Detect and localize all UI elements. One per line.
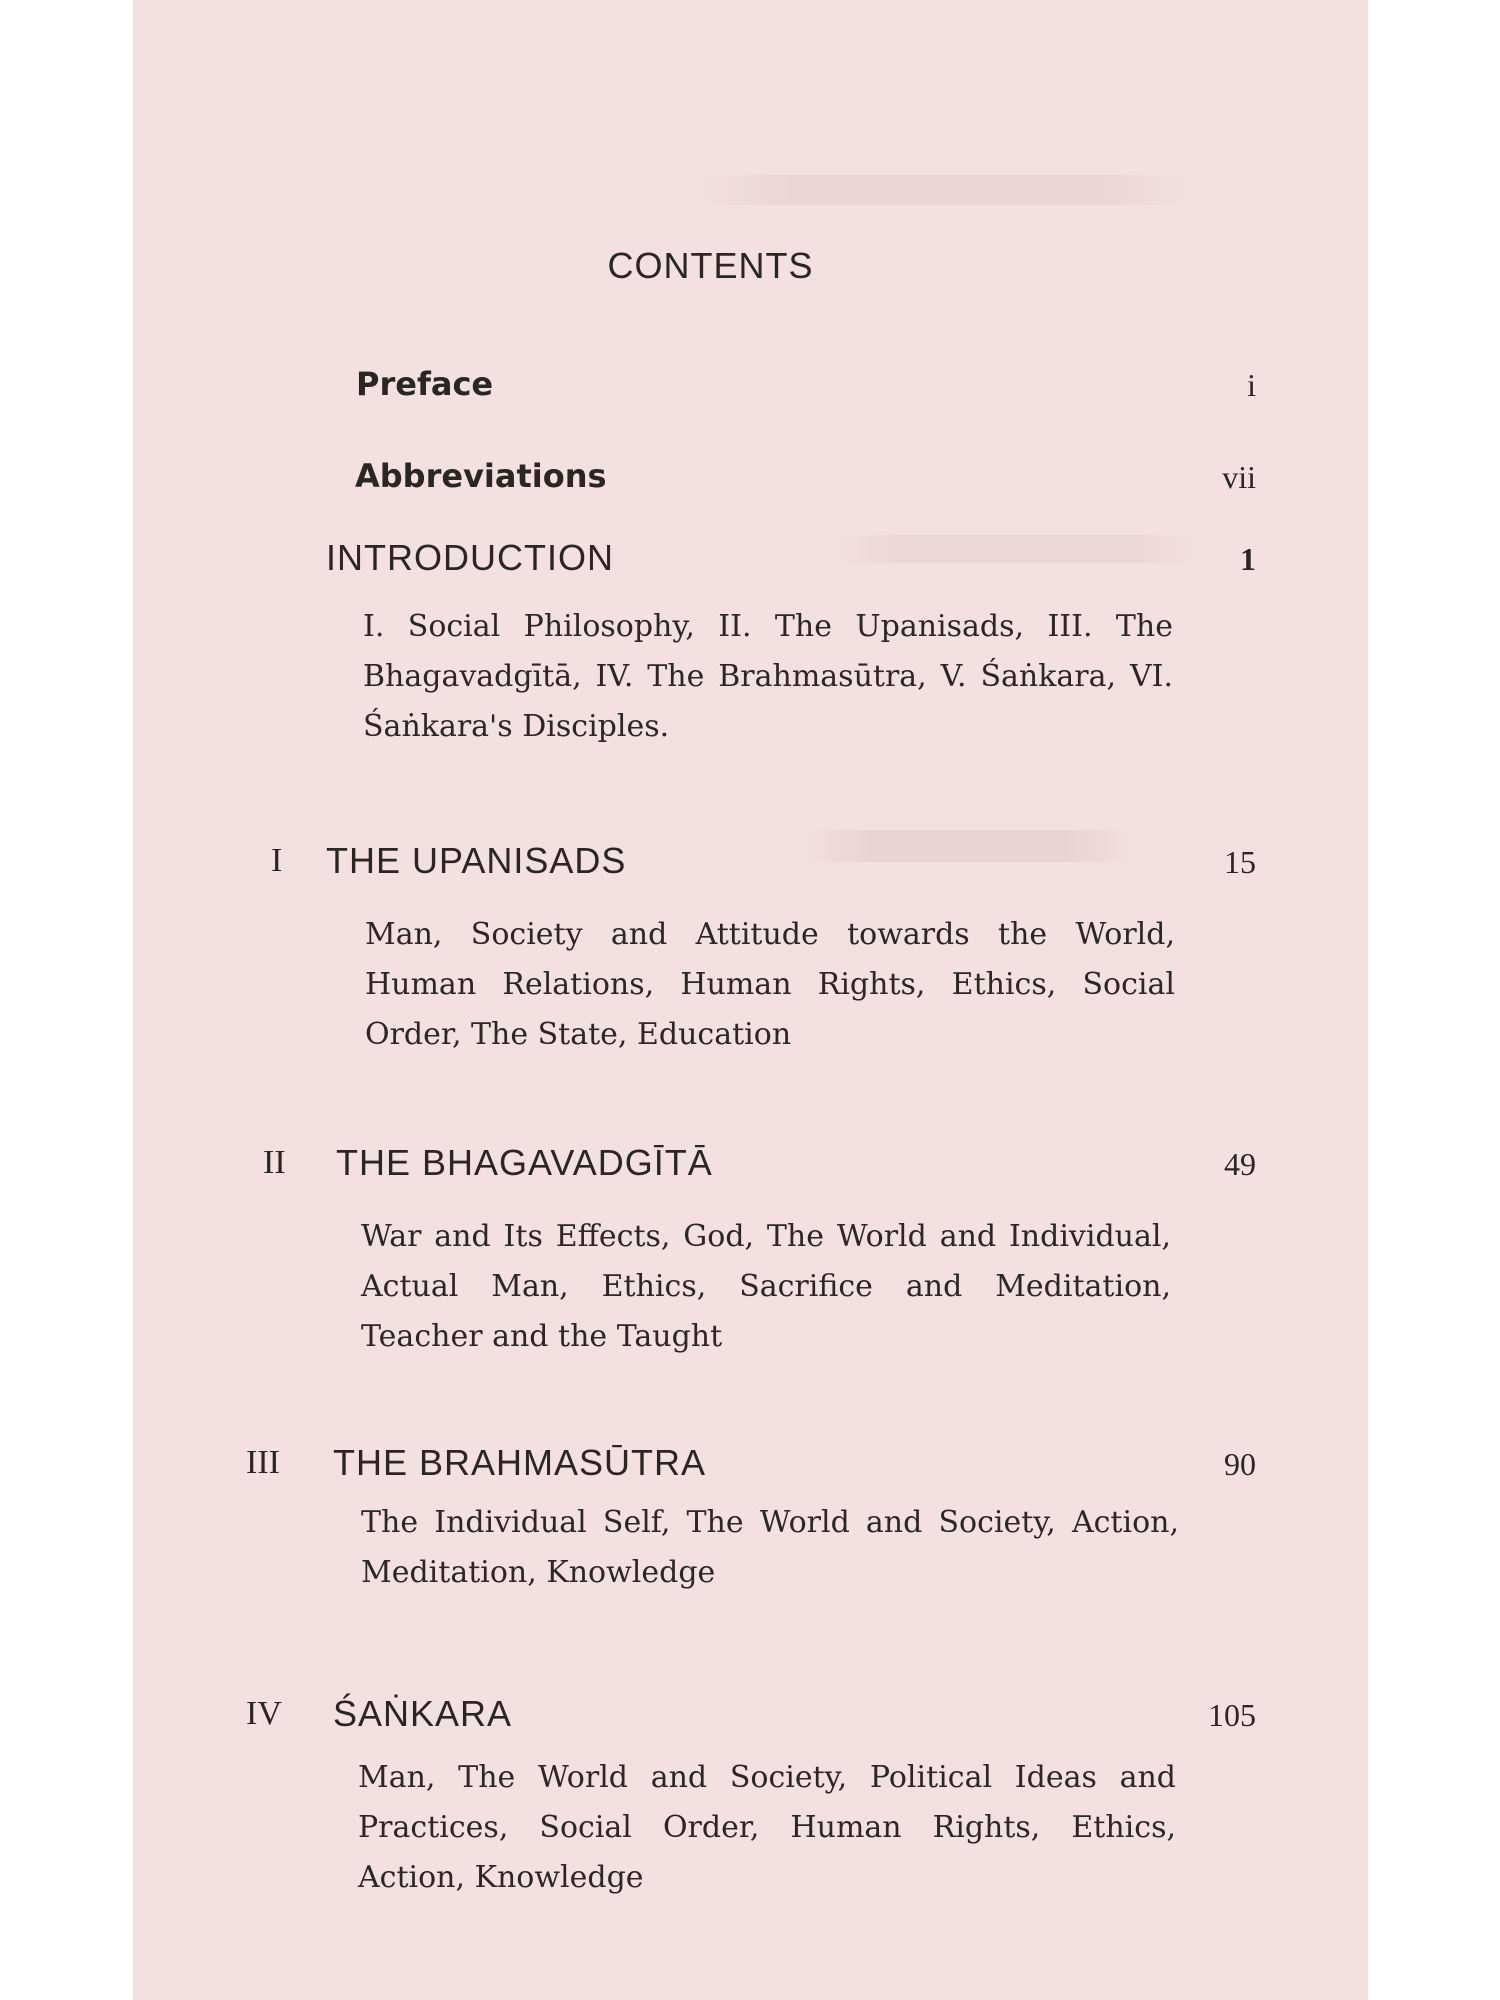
entry-title: Preface (356, 365, 494, 403)
contents-heading: CONTENTS (607, 245, 814, 286)
chapter-numeral: III (246, 1444, 280, 1481)
chapter-numeral: I (271, 842, 283, 879)
page-title (133, 245, 1368, 287)
show-through-decoration (833, 535, 1203, 563)
entry-title: THE UPANISADS (326, 840, 627, 881)
book-page (133, 0, 1368, 2000)
entry-page: 90 (1224, 1446, 1256, 1482)
entry-title: Abbreviations (355, 457, 607, 495)
chapter-numeral: II (263, 1144, 286, 1181)
entry-page: 105 (1208, 1697, 1256, 1733)
entry-description: I. Social Philosophy, II. The Upanisads, III. The Bhagavadgītā, IV. The Brahmasūtra, V. Śaṅkara, VI. Śaṅkara's Disciples. (363, 609, 1173, 744)
entry-page: vii (1222, 459, 1256, 495)
entry-page: 49 (1224, 1146, 1256, 1182)
entry-page: i (1247, 367, 1256, 403)
entry-description: War and Its Effects, God, The World and Individual, Actual Man, Ethics, Sacrifice and Meditation, Teacher and the Taught (361, 1219, 1171, 1354)
entry-title: THE BHAGAVADGĪTĀ (336, 1142, 713, 1183)
entry-description: Man, Society and Attitude towards the World, Human Relations, Human Rights, Ethics, Social Order, The State, Education (365, 917, 1175, 1052)
entry-description: Man, The World and Society, Political Ideas and Practices, Social Order, Human Rights, Ethics, Action, Knowledge (358, 1760, 1176, 1895)
show-through-decoration (803, 830, 1133, 862)
entry-title: THE BRAHMASŪTRA (333, 1442, 707, 1483)
entry-title: INTRODUCTION (326, 537, 614, 578)
entry-page: 15 (1224, 844, 1256, 880)
show-through-decoration (693, 175, 1193, 205)
chapter-numeral: IV (246, 1695, 282, 1732)
entry-page: 1 (1240, 541, 1256, 577)
entry-description: The Individual Self, The World and Society, Action, Meditation, Knowledge (361, 1505, 1179, 1590)
entry-title: ŚAṄKARA (333, 1693, 513, 1734)
